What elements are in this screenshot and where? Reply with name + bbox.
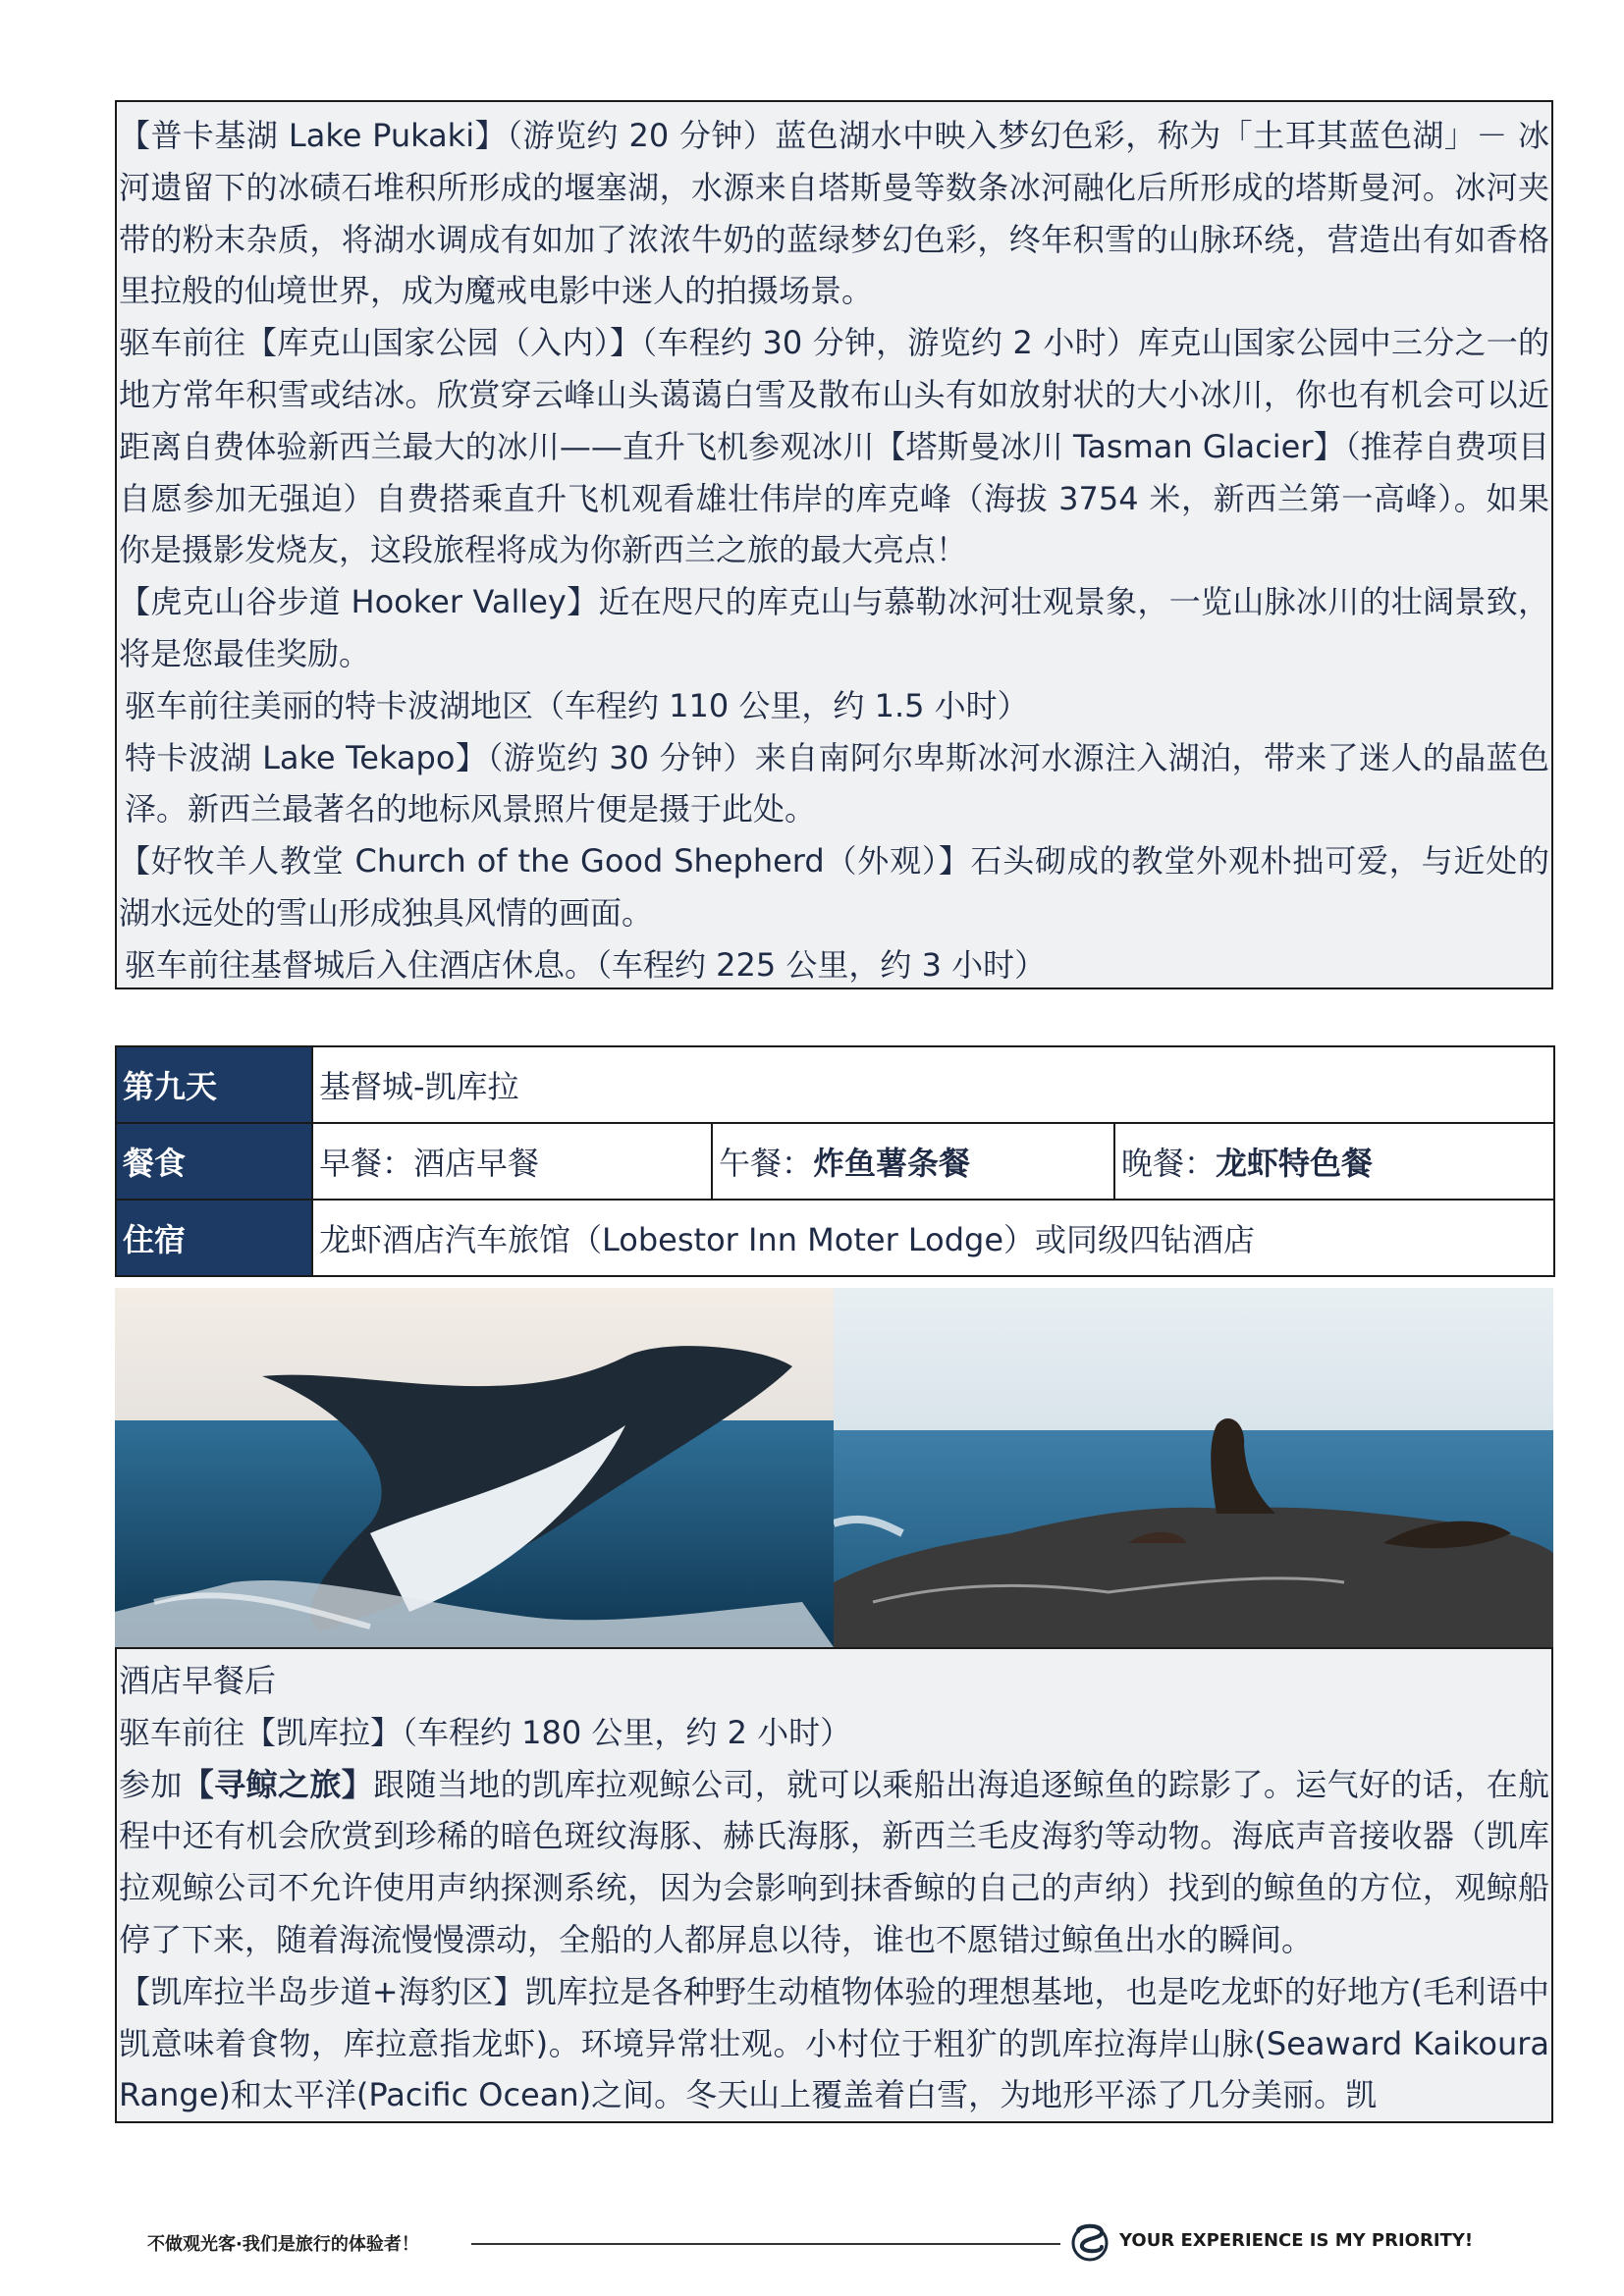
brand-logo-icon — [1070, 2221, 1110, 2265]
stay-label: 住宿 — [116, 1200, 312, 1276]
itinerary-text-box-day8 — [115, 100, 1553, 989]
paragraph-hooker-valley: 【虎克山谷步道 Hooker Valley】近在咫尺的库克山与慕勒冰河壮观景象，一览山脉冰川的壮阔景致，将是您最佳奖励。 — [119, 583, 1549, 672]
whale-photo — [115, 1288, 834, 1647]
photo-strip — [115, 1288, 1553, 1647]
page-footer — [147, 2218, 1483, 2268]
paragraph-drive-tekapo: 驱车前往美丽的特卡波湖地区（车程约 110 公里，约 1.5 小时） — [125, 686, 1029, 724]
footer-divider — [471, 2243, 1060, 2245]
whale-text: 跟随当地的凯库拉观鲸公司，就可以乘船出海追逐鲸鱼的踪影了。运气好的话，在航程中还有机会欣赏到珍稀的暗色斑纹海豚、赫氏海豚，新西兰毛皮海豹等动物。海底声音接收器（凯库拉观鲸公司不允许使用声纳探测系统，因为会影响到抹香鲸的自己的声纳）找到的鲸鱼的方位，观鲸船停了下来，随着海流慢慢漂动，全船的人都屏息以待，谁也不愿错过鲸鱼出水的瞬间。 — [119, 1765, 1549, 1958]
paragraph-lake-pukaki: 【普卡基湖 Lake Pukaki】（游览约 20 分钟）蓝色湖水中映入梦幻色彩，称为「土耳其蓝色湖」－ 冰河遗留下的冰碛石堆积所形成的堰塞湖，水源来自塔斯曼等数条冰河融化后所形成的塔斯曼河。冰河夹带的粉末杂质，将湖水调成有如加了浓浓牛奶的蓝绿梦幻色彩，终年积雪的山脉环绕，营造出有如香格里拉般的仙境世界，成为魔戒电影中迷人的拍摄场景。 — [119, 117, 1549, 310]
route-value: 基督城-凯库拉 — [312, 1046, 1554, 1123]
stay-row — [116, 1200, 1554, 1276]
itinerary-text-box-day9 — [115, 1647, 1553, 2123]
day-row — [116, 1046, 1554, 1123]
paragraph-lake-tekapo: 特卡波湖 Lake Tekapo】（游览约 30 分钟）来自南阿尔卑斯冰河水源注入湖泊，带来了迷人的晶蓝色泽。新西兰最著名的地标风景照片便是摄于此处。 — [125, 738, 1549, 828]
meals-label: 餐食 — [116, 1123, 312, 1200]
paragraph-mount-cook: 驱车前往【库克山国家公园（入内）】（车程约 30 分钟，游览约 2 小时）库克山国家公园中三分之一的地方常年积雪或结冰。欣赏穿云峰山头蔼蔼白雪及散布山头有如放射状的大小冰川，你也有机会可以近距离自费体验新西兰最大的冰川——直升飞机参观冰川【塔斯曼冰川 Tasman Glacier】（推荐自费项目自愿参加无强迫）自费搭乘直升飞机观看雄壮伟岸的库克峰（海拔 3754 米，新西兰第一高峰）。如果你是摄影发烧友，这段旅程将成为你新西兰之旅的最大亮点！ — [119, 324, 1549, 569]
whale-prefix: 参加 — [119, 1765, 183, 1803]
paragraph-after-breakfast: 酒店早餐后 — [119, 1662, 277, 1699]
dinner-cell — [1114, 1123, 1554, 1200]
dinner-value: 龙虾特色餐 — [1216, 1145, 1374, 1182]
footer-slogan-cn: 不做观光客·我们是旅行的体验者！ — [147, 2234, 419, 2255]
paragraph-kaikoura-peninsula: 【凯库拉半岛步道+海豹区】凯库拉是各种野生动植物体验的理想基地，也是吃龙虾的好地方(毛利语中凯意味着食物，库拉意指龙虾)。环境异常壮观。小村位于粗犷的凯库拉海岸山脉(Seaward Kaikoura Range)和太平洋(Pacific Ocean)之间。冬天山上覆盖着白雪，为地形平添了几分美丽。凯 — [119, 1972, 1549, 2114]
breakfast-cell — [312, 1123, 712, 1200]
lunch-cell — [712, 1123, 1114, 1200]
day-info-table — [115, 1045, 1555, 1277]
stay-value: 龙虾酒店汽车旅馆（Lobestor Inn Moter Lodge）或同级四钻酒店 — [312, 1200, 1554, 1276]
paragraph-good-shepherd: 【好牧羊人教堂 Church of the Good Shepherd（外观）】石头砌成的教堂外观朴拙可爱，与近处的湖水远处的雪山形成独具风情的画面。 — [119, 842, 1549, 932]
dinner-prefix: 晚餐： — [1121, 1145, 1217, 1182]
day-label: 第九天 — [116, 1046, 312, 1123]
paragraph-whale-watch — [117, 1759, 1551, 1966]
paragraph-drive-christchurch: 驱车前往基督城后入住酒店休息。（车程约 225 公里，约 3 小时） — [125, 945, 1047, 984]
seal-photo — [834, 1288, 1553, 1647]
lunch-prefix: 午餐： — [719, 1145, 814, 1182]
paragraph-drive-kaikoura: 驱车前往【凯库拉】（车程约 180 公里，约 2 小时） — [119, 1713, 852, 1751]
whale-title: 【寻鲸之旅】 — [182, 1765, 374, 1803]
breakfast-value: 酒店早餐 — [413, 1145, 540, 1182]
breakfast-prefix: 早餐： — [319, 1145, 414, 1182]
footer-slogan-en: YOUR EXPERIENCE IS MY PRIORITY! — [1119, 2230, 1474, 2251]
meals-row — [116, 1123, 1554, 1200]
lunch-value: 炸鱼薯条餐 — [813, 1145, 971, 1182]
